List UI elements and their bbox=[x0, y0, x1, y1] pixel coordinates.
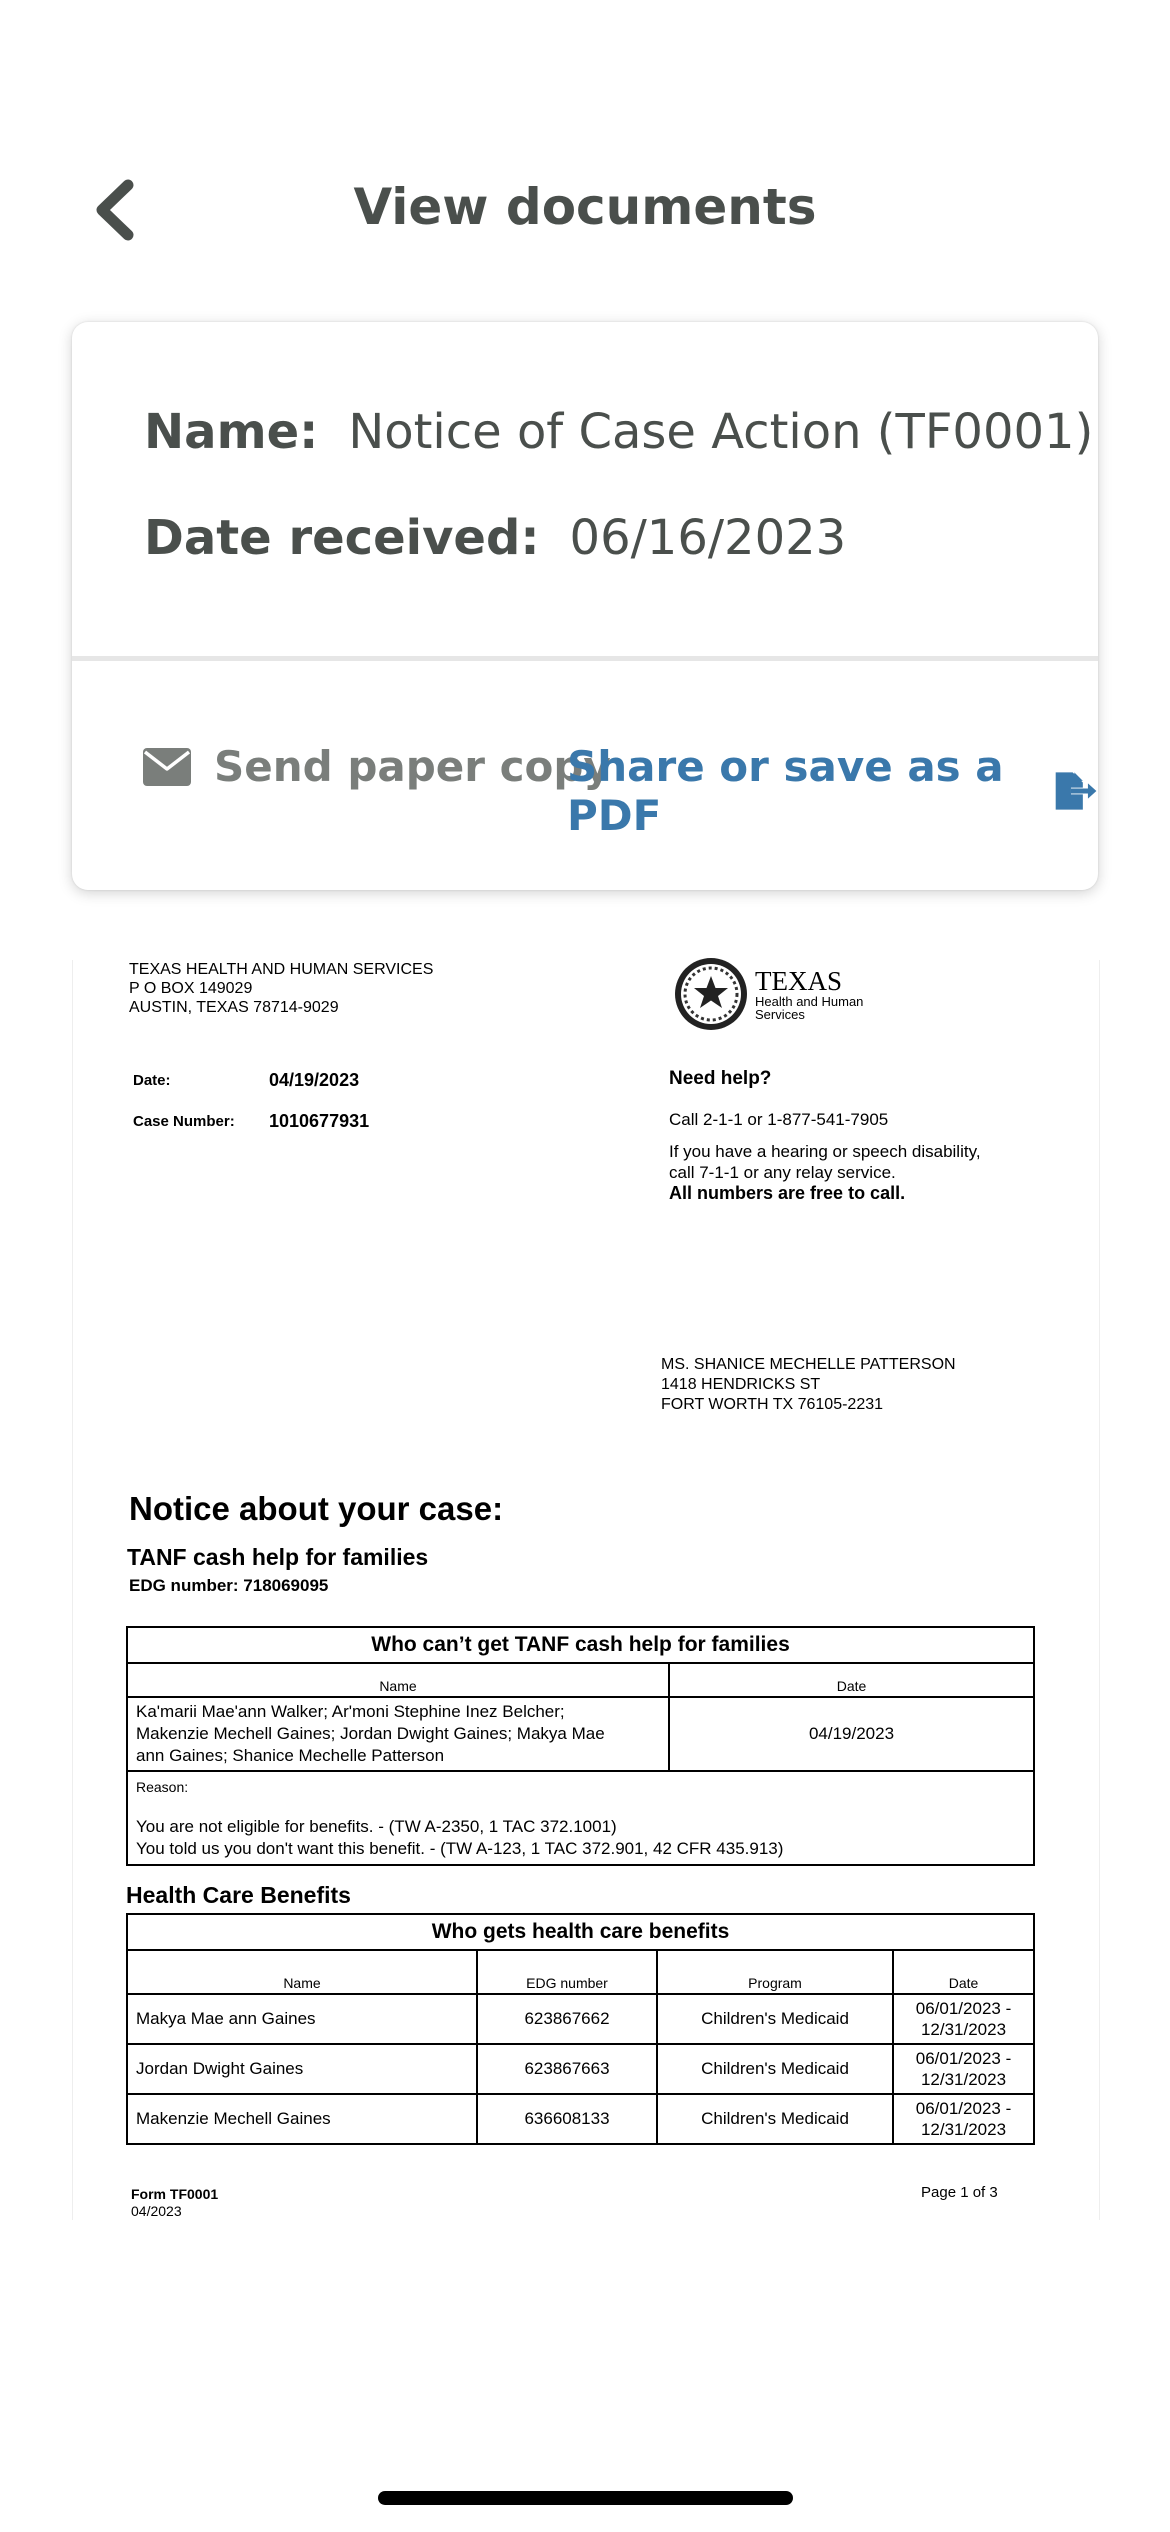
row-program: Children's Medicaid bbox=[657, 1994, 893, 2044]
date-to: 12/31/2023 bbox=[920, 2020, 1007, 2039]
ineligible-names bbox=[127, 1697, 669, 1771]
hhs-logo bbox=[673, 956, 1170, 1032]
edg-number: EDG number: 718069095 bbox=[129, 1576, 329, 1595]
texas-seal-icon bbox=[673, 956, 749, 1032]
row-name: Makenzie Mechell Gaines bbox=[127, 2094, 477, 2144]
ineligible-table-caption: Who can’t get TANF cash help for families bbox=[127, 1627, 1034, 1663]
card-divider bbox=[72, 656, 1098, 661]
notice-date-value: 04/19/2023 bbox=[269, 1070, 360, 1090]
row-date bbox=[893, 2094, 1034, 2144]
health-table-caption: Who gets health care benefits bbox=[127, 1914, 1034, 1950]
page-title: View documents bbox=[353, 178, 817, 236]
envelope-icon bbox=[142, 747, 192, 787]
date-to: 12/31/2023 bbox=[920, 2070, 1007, 2089]
column-header-name: Name bbox=[127, 1950, 477, 1994]
row-date bbox=[893, 2044, 1034, 2094]
help-section bbox=[669, 1068, 981, 1204]
share-pdf-label: Share or save as a PDF bbox=[567, 742, 1004, 840]
document-info-card bbox=[72, 322, 1098, 890]
notice-title: Notice about your case: bbox=[129, 1490, 504, 1527]
help-disability: call 7-1-1 or any relay service. bbox=[669, 1163, 896, 1182]
send-paper-copy-button[interactable] bbox=[142, 742, 611, 791]
recipient-address bbox=[661, 1355, 956, 1415]
ineligible-table bbox=[126, 1626, 1035, 1866]
column-header-program: Program bbox=[657, 1950, 893, 1994]
row-name: Makya Mae ann Gaines bbox=[127, 1994, 477, 2044]
help-call: Call 2-1-1 or 1-877-541-7905 bbox=[669, 1110, 889, 1129]
share-pdf-button[interactable] bbox=[567, 742, 1098, 840]
column-header-edg: EDG number bbox=[477, 1950, 657, 1994]
home-indicator[interactable] bbox=[378, 2491, 793, 2505]
document-preview[interactable] bbox=[72, 960, 1100, 2220]
logo-title: TEXAS bbox=[755, 965, 842, 996]
date-received-row bbox=[144, 510, 846, 566]
row-program: Children's Medicaid bbox=[657, 2094, 893, 2144]
recipient-line: 1418 HENDRICKS ST bbox=[661, 1376, 821, 1393]
agency-line: P O BOX 149029 bbox=[129, 980, 253, 997]
names-line: Ka'marii Mae'ann Walker; Ar'moni Stephine Inez Belcher; bbox=[136, 1702, 565, 1721]
agency-line: AUSTIN, TEXAS 78714-9029 bbox=[129, 999, 339, 1016]
notice-date-label: Date: bbox=[133, 1072, 171, 1089]
reason-label: Reason: bbox=[136, 1779, 189, 1795]
names-line: ann Gaines; Shanice Mechelle Patterson bbox=[136, 1746, 445, 1765]
health-care-title: Health Care Benefits bbox=[126, 1882, 351, 1908]
recipient-line: FORT WORTH TX 76105-2231 bbox=[661, 1396, 884, 1413]
row-date bbox=[893, 1994, 1034, 2044]
row-name: Jordan Dwight Gaines bbox=[127, 2044, 477, 2094]
form-id bbox=[131, 2186, 218, 2220]
reason-line: You are not eligible for benefits. - (TW A-2350, 1 TAC 372.1001) bbox=[136, 1817, 617, 1836]
name-label: Name: bbox=[144, 404, 319, 460]
table-row bbox=[127, 1697, 1034, 1771]
case-number-value: 1010677931 bbox=[269, 1111, 370, 1131]
case-number-label: Case Number: bbox=[133, 1113, 235, 1130]
date-from: 06/01/2023 - bbox=[915, 2099, 1012, 2118]
date-received-value: 06/16/2023 bbox=[569, 510, 847, 566]
column-header-name: Name bbox=[127, 1663, 669, 1697]
date-from: 06/01/2023 - bbox=[915, 2049, 1012, 2068]
table-row bbox=[127, 2094, 1034, 2144]
recipient-line: MS. SHANICE MECHELLE PATTERSON bbox=[661, 1356, 956, 1373]
column-header-date: Date bbox=[669, 1663, 1034, 1697]
table-row bbox=[127, 1994, 1034, 2044]
logo-subtitle: Health and Human bbox=[755, 993, 864, 1009]
row-edg: 623867663 bbox=[477, 2044, 657, 2094]
name-value: Notice of Case Action (TF0001) bbox=[348, 404, 1094, 460]
help-disability: If you have a hearing or speech disability, bbox=[669, 1142, 981, 1161]
date-received-label: Date received: bbox=[144, 510, 540, 566]
name-row bbox=[144, 404, 1093, 460]
row-edg: 623867662 bbox=[477, 1994, 657, 2044]
names-line: Makenzie Mechell Gaines; Jordan Dwight Gaines; Makya Mae bbox=[136, 1724, 605, 1743]
table-row bbox=[127, 2044, 1034, 2094]
file-export-icon bbox=[1054, 767, 1098, 815]
date-from: 06/01/2023 - bbox=[915, 1999, 1012, 2018]
page-number: Page 1 of 3 bbox=[921, 2184, 998, 2201]
form-number: Form TF0001 bbox=[131, 2186, 219, 2202]
column-header-date: Date bbox=[893, 1950, 1034, 1994]
header bbox=[0, 150, 1170, 270]
date-to: 12/31/2023 bbox=[920, 2120, 1007, 2139]
help-title: Need help? bbox=[669, 1068, 772, 1089]
reason-cell bbox=[127, 1771, 1034, 1865]
ineligible-date: 04/19/2023 bbox=[669, 1697, 1034, 1771]
help-free: All numbers are free to call. bbox=[669, 1183, 906, 1203]
health-care-table bbox=[126, 1913, 1035, 2145]
send-paper-copy-label: Send paper copy bbox=[214, 742, 611, 791]
form-date: 04/2023 bbox=[131, 2203, 182, 2219]
row-edg: 636608133 bbox=[477, 2094, 657, 2144]
agency-address bbox=[129, 960, 433, 1017]
logo-subtitle: Services bbox=[755, 1006, 805, 1022]
program-title: TANF cash help for families bbox=[127, 1544, 429, 1570]
row-program: Children's Medicaid bbox=[657, 2044, 893, 2094]
reason-line: You told us you don't want this benefit. - (TW A-123, 1 TAC 372.901, 42 CFR 435.913) bbox=[136, 1839, 784, 1858]
agency-line: TEXAS HEALTH AND HUMAN SERVICES bbox=[129, 961, 434, 978]
